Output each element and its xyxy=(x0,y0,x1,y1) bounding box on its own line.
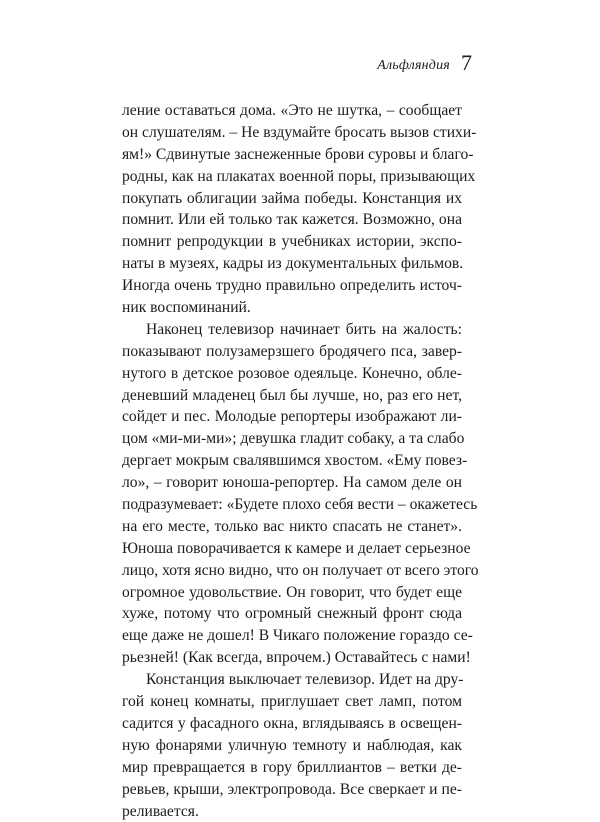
text-line: ление оставаться дома. «Это не шутка, – сообщает xyxy=(122,100,462,122)
text-line: сойдет и пес. Молодые репортеры изображают ли- xyxy=(122,406,462,428)
text-line: родны, как на плакатах военной поры, призывающих xyxy=(122,166,462,188)
text-line: гой конец комнаты, приглушает свет ламп, потом xyxy=(122,691,462,713)
text-line: помнит. Или ей только так кажется. Возможно, она xyxy=(122,209,462,231)
text-line: хуже, потому что огромный снежный фронт сюда xyxy=(122,603,462,625)
text-line: подразумевает: «Будете плохо себя вести – окажетесь xyxy=(122,494,462,516)
text-line: Наконец телевизор начинает бить на жалость: xyxy=(122,319,462,341)
text-line: дергает мокрым свалявшимся хвостом. «Ему повез- xyxy=(122,450,462,472)
text-line: огромное удовольствие. Он говорит, что будет еще xyxy=(122,582,462,604)
text-line: Иногда очень трудно правильно определить источ- xyxy=(122,275,462,297)
text-line: лицо, хотя ясно видно, что он получает от всего этого xyxy=(122,560,462,582)
text-line: ную фонарями уличную темноту и наблюдая, как xyxy=(122,735,462,757)
page-number: 7 xyxy=(461,50,472,76)
text-line: еще даже не дошел! В Чикаго положение гораздо се- xyxy=(122,625,462,647)
text-line: рьезней! (Как всегда, впрочем.) Оставайтесь с нами! xyxy=(122,647,462,669)
text-line: показывают полузамерзшего бродячего пса, завер- xyxy=(122,341,462,363)
text-line: покупать облигации займа победы. Констанция их xyxy=(122,188,462,210)
text-line: нутого в детское розовое одеяльце. Конечно, обле- xyxy=(122,363,462,385)
text-line: ник воспоминаний. xyxy=(122,297,462,319)
text-line: ям!» Сдвинутые заснеженные брови суровы и благо- xyxy=(122,144,462,166)
text-line: на его месте, только вас никто спасать не станет». xyxy=(122,516,462,538)
text-line: ревьев, крыши, электропровода. Все сверкает и пе- xyxy=(122,779,462,801)
text-line: Констанция выключает телевизор. Идет на дру- xyxy=(122,669,462,691)
running-title: Альфляндия xyxy=(377,58,450,74)
text-line: садится у фасадного окна, вглядываясь в освещен- xyxy=(122,713,462,735)
text-line: ло», – говорит юноша-репортер. На самом деле он xyxy=(122,472,462,494)
text-line: деневший младенец был бы лучше, но, раз его нет, xyxy=(122,385,462,407)
text-line: помнит репродукции в учебниках истории, экспо- xyxy=(122,231,462,253)
body-text xyxy=(122,100,462,822)
text-line: наты в музеях, кадры из документальных фильмов. xyxy=(122,253,462,275)
text-line: цом «ми-ми-ми»; девушка гладит собаку, а та слабо xyxy=(122,428,462,450)
text-line: мир превращается в гору бриллиантов – ветки де- xyxy=(122,757,462,779)
text-line: реливается. xyxy=(122,801,462,822)
text-line: Юноша поворачивается к камере и делает серьезное xyxy=(122,538,462,560)
text-line: он слушателям. – Не вздумайте бросать вызов стихи- xyxy=(122,122,462,144)
